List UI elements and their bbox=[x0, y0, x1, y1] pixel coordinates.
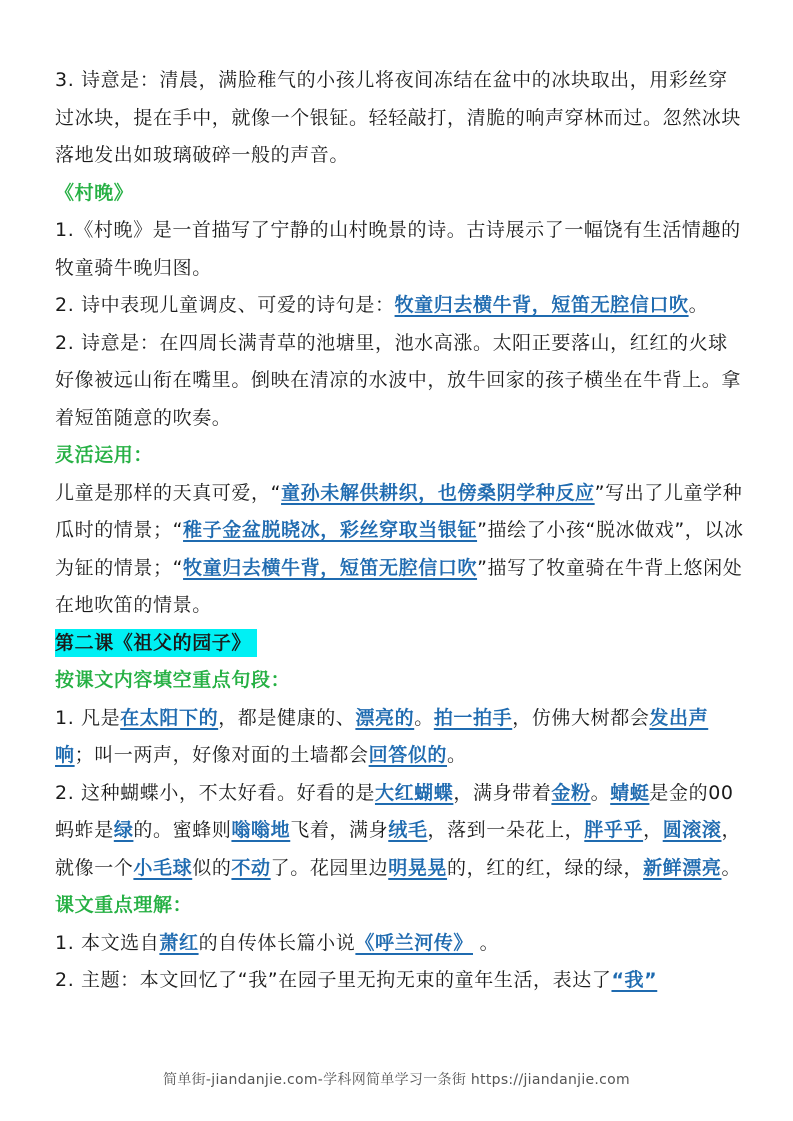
answer-keyword: 不动 bbox=[231, 856, 271, 879]
text: 。 bbox=[688, 294, 709, 316]
answer-keyword: 在太阳下的 bbox=[120, 706, 219, 729]
text: ；叫一两声，好像对面的土墙都会 bbox=[74, 744, 369, 766]
text: ，满身带着 bbox=[453, 781, 552, 804]
text: ”写出了儿童学种瓜时的情景；“ bbox=[55, 481, 743, 541]
text: 是金的00蚂蚱是 bbox=[55, 781, 734, 841]
document-body bbox=[55, 62, 745, 1000]
text: 。 bbox=[473, 931, 500, 954]
text: 2. 主题：本文回忆了“我”在园子里无拘无束的童年生活，表达了 bbox=[55, 969, 612, 991]
answer-keyword: 金粉 bbox=[551, 781, 591, 804]
text: 2. 诗中表现儿童调皮、可爱的诗句是： bbox=[55, 294, 395, 316]
heading-lesson-2: 第二课《祖父的园子》 bbox=[55, 629, 257, 657]
answer-keyword: 明晃晃 bbox=[388, 856, 448, 879]
paragraph-cunwan-meaning: 2. 诗意是：在四周长满青草的池塘里，池水高涨。太阳正要落山，红红的火球好像被远山衔在嘴里。倒映在清凉的水波中，放牛回家的孩子横坐在牛背上。拿着短笛随意的吹奏。 bbox=[55, 331, 742, 429]
answer-keyword: 小毛球 bbox=[133, 856, 193, 879]
text: 飞着，满身 bbox=[290, 819, 389, 841]
heading-fill-blanks: 按课文内容填空重点句段： bbox=[55, 669, 291, 691]
answer-keyword: 牧童归去横牛背，短笛无腔信口吹 bbox=[183, 556, 478, 579]
text: 。 bbox=[590, 781, 611, 804]
text: 的自传体长篇小说 bbox=[198, 931, 356, 954]
answer-keyword: 童孙未解供耕织，也傍桑阴学种反应 bbox=[281, 481, 595, 504]
text: 了。花园里边 bbox=[270, 856, 389, 879]
answer-keyword: 《呼兰河传》 bbox=[355, 931, 473, 954]
answer-keyword: 拍一拍手 bbox=[433, 706, 513, 729]
answer-keyword: 新鲜漂亮 bbox=[643, 856, 722, 879]
text: 1. 本文选自 bbox=[55, 931, 160, 954]
text: 儿童是那样的天真可爱，“ bbox=[55, 481, 282, 504]
text: 。 bbox=[721, 856, 742, 879]
answer-keyword: 绒毛 bbox=[388, 819, 428, 841]
text: ”描绘了小孩“脱冰做戏”，以冰为钲的情景；“ bbox=[55, 519, 744, 579]
answer-keyword: 圆滚滚 bbox=[662, 819, 722, 841]
answer-keyword: 漂亮的 bbox=[355, 706, 415, 729]
text: ”描写了牧童骑在牛背上悠闲处在地吹笛的情景。 bbox=[55, 556, 743, 616]
text: 。 bbox=[414, 706, 434, 729]
text: ，落到一朵花上， bbox=[427, 819, 585, 841]
paragraph-poem-meaning-3 bbox=[55, 62, 745, 175]
paragraph-fill-2 bbox=[55, 775, 745, 888]
text: ，就像一个 bbox=[55, 819, 742, 879]
answer-keyword: 回答似的 bbox=[368, 744, 448, 766]
heading-lesson-2-row bbox=[55, 625, 745, 663]
text: 2. 这种蝴蝶小，不太好看。好看的是 bbox=[55, 781, 375, 804]
answer-keyword: 发出声响 bbox=[55, 706, 709, 766]
answer-keyword: 嗡嗡地 bbox=[231, 819, 291, 841]
paragraph-theme bbox=[55, 962, 745, 1000]
answer-keyword: 大红蝴蝶 bbox=[374, 781, 454, 804]
paragraph-cunwan-1: 1.《村晚》是一首描写了宁静的山村晚景的诗。古诗展示了一幅饶有生活情趣的牧童骑牛晚归图。 bbox=[55, 219, 741, 279]
text: 似的 bbox=[192, 856, 232, 879]
heading-flexible-use: 灵活运用： bbox=[55, 444, 154, 466]
answer-keyword: 蜻蜓 bbox=[610, 781, 650, 804]
heading-cunwan: 《村晚》 bbox=[55, 181, 134, 204]
text: 。 bbox=[447, 744, 467, 766]
text: ， bbox=[643, 819, 663, 841]
text: ，仿佛大树都会 bbox=[512, 706, 650, 729]
paragraph-flexible-use bbox=[55, 475, 745, 625]
text: 1. 凡是 bbox=[55, 706, 121, 729]
heading-key-understanding: 课文重点理解： bbox=[55, 894, 193, 916]
answer-keyword: 萧红 bbox=[159, 931, 199, 954]
answer-keyword: 绿 bbox=[113, 819, 134, 841]
answer-keyword: “我” bbox=[611, 969, 658, 991]
paragraph-source bbox=[55, 925, 745, 963]
answer-keyword: 牧童归去横牛背，短笛无腔信口吹 bbox=[394, 294, 689, 316]
text: ，都是健康的、 bbox=[218, 706, 356, 729]
paragraph-cunwan-2 bbox=[55, 287, 745, 325]
paragraph-fill-1 bbox=[55, 700, 745, 775]
text: 3. 诗意是：清晨，满脸稚气的小孩儿将夜间冻结在盆中的冰块取出，用彩丝穿过冰块，提在手中，就像一个银钲。轻轻敲打，清脆的响声穿林而过。忽然冰块落地发出如玻璃破碎一般的声音。 bbox=[55, 69, 742, 166]
text: 的。蜜蜂则 bbox=[133, 819, 232, 841]
answer-keyword: 胖乎乎 bbox=[584, 819, 644, 841]
text: 的，红的红，绿的绿， bbox=[447, 856, 644, 879]
answer-keyword: 稚子金盆脱晓冰，彩丝穿取当银钲 bbox=[183, 519, 478, 541]
page-footer-watermark: 简单街-jiandanjie.com-学科网简单学习一条街 https://jiandanjie.com bbox=[163, 1072, 630, 1088]
